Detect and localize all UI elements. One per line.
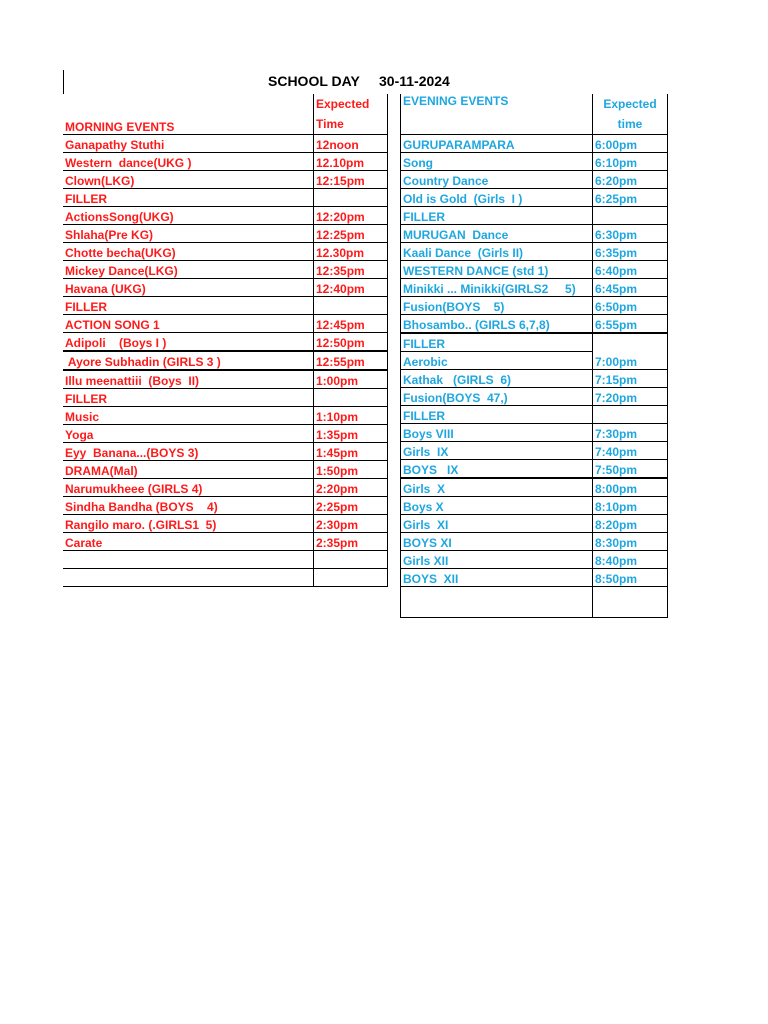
morning-event-name: [63, 569, 314, 587]
morning-event-row: [63, 389, 388, 407]
evening-event-name: Minikki ... Minikki(GIRLS2 5): [401, 279, 593, 297]
morning-event-row: [63, 533, 388, 551]
evening-event-name: Girls XI: [401, 515, 593, 533]
morning-event-time: 2:25pm: [314, 497, 388, 515]
evening-header-row: [401, 94, 668, 135]
evening-event-time: 7:20pm: [593, 388, 668, 406]
morning-event-time: [314, 389, 388, 407]
morning-event-name: Havana (UKG): [63, 279, 314, 297]
evening-event-name: WESTERN DANCE (std 1): [401, 261, 593, 279]
morning-event-time: 2:30pm: [314, 515, 388, 533]
morning-event-time: 2:35pm: [314, 533, 388, 551]
evening-event-row: [401, 551, 668, 569]
evening-event-row: [401, 279, 668, 297]
morning-event-row: [63, 297, 388, 315]
evening-event-row: [401, 406, 668, 424]
morning-event-row: [63, 279, 388, 297]
left-border-line: [63, 70, 64, 94]
morning-event-time: 12.10pm: [314, 153, 388, 171]
morning-event-row: [63, 461, 388, 479]
morning-events-table: [63, 94, 388, 587]
morning-event-row: [63, 515, 388, 533]
evening-event-row: [401, 569, 668, 587]
evening-event-row: [401, 207, 668, 225]
evening-event-row: [401, 587, 668, 618]
evening-event-time: 6:35pm: [593, 243, 668, 261]
evening-event-time: [593, 333, 668, 352]
evening-event-time: 6:25pm: [593, 189, 668, 207]
morning-event-time: 2:20pm: [314, 479, 388, 497]
evening-event-name: Girls XII: [401, 551, 593, 569]
morning-events-heading: MORNING EVENTS: [63, 94, 314, 135]
morning-event-name: DRAMA(Mal): [63, 461, 314, 479]
morning-event-row: [63, 243, 388, 261]
evening-event-name: MURUGAN Dance: [401, 225, 593, 243]
morning-event-row: [63, 479, 388, 497]
evening-event-row: [401, 261, 668, 279]
evening-event-time: 8:10pm: [593, 497, 668, 515]
morning-event-time: 12:40pm: [314, 279, 388, 297]
morning-event-name: Carate: [63, 533, 314, 551]
morning-event-time: 1:00pm: [314, 370, 388, 389]
morning-event-name: Ganapathy Stuthi: [63, 135, 314, 153]
evening-event-row: [401, 352, 668, 370]
page-title: SCHOOL DAY 30-11-2024: [268, 73, 450, 89]
morning-event-name: Mickey Dance(LKG): [63, 261, 314, 279]
morning-event-name: Ayore Subhadin (GIRLS 3 ): [63, 351, 314, 370]
morning-event-time: 12.30pm: [314, 243, 388, 261]
evening-event-time: 6:20pm: [593, 171, 668, 189]
evening-event-name: FILLER: [401, 207, 593, 225]
evening-event-row: [401, 225, 668, 243]
evening-event-name: Old is Gold (Girls I ): [401, 189, 593, 207]
morning-event-row: [63, 351, 388, 370]
morning-event-name: Western dance(UKG ): [63, 153, 314, 171]
evening-event-time: [593, 207, 668, 225]
evening-event-row: [401, 370, 668, 388]
evening-event-name: Aerobic: [401, 352, 593, 370]
evening-event-row: [401, 533, 668, 551]
evening-event-time: 7:30pm: [593, 424, 668, 442]
morning-expected-time-heading: Expected Time: [314, 94, 388, 135]
morning-event-time: [314, 189, 388, 207]
evening-event-time: 6:30pm: [593, 225, 668, 243]
evening-event-row: [401, 153, 668, 171]
morning-event-name: FILLER: [63, 189, 314, 207]
evening-event-time: 8:20pm: [593, 515, 668, 533]
evening-event-name: Country Dance: [401, 171, 593, 189]
evening-event-name: Girls IX: [401, 442, 593, 460]
morning-event-row: [63, 207, 388, 225]
morning-event-name: ACTION SONG 1: [63, 315, 314, 333]
morning-event-time: 12:25pm: [314, 225, 388, 243]
evening-expected-time-heading: Expected time: [593, 94, 668, 135]
evening-event-row: [401, 297, 668, 315]
evening-events-heading: EVENING EVENTS: [401, 94, 593, 135]
morning-event-time: 12:35pm: [314, 261, 388, 279]
evening-event-row: [401, 333, 668, 352]
evening-event-time: 6:10pm: [593, 153, 668, 171]
morning-event-row: [63, 189, 388, 207]
morning-event-row: [63, 171, 388, 189]
morning-event-row: [63, 225, 388, 243]
morning-event-time: 12:20pm: [314, 207, 388, 225]
evening-event-name: Song: [401, 153, 593, 171]
evening-event-time: 8:00pm: [593, 478, 668, 497]
morning-event-time: [314, 297, 388, 315]
morning-event-row: [63, 551, 388, 569]
morning-event-time: 1:45pm: [314, 443, 388, 461]
morning-header-row: [63, 94, 388, 135]
evening-event-name: Fusion(BOYS 47,): [401, 388, 593, 406]
evening-event-name: FILLER: [401, 406, 593, 424]
morning-event-row: [63, 425, 388, 443]
morning-event-time: 12:45pm: [314, 315, 388, 333]
evening-event-time: 8:30pm: [593, 533, 668, 551]
morning-event-name: Music: [63, 407, 314, 425]
evening-event-name: Boys VIII: [401, 424, 593, 442]
evening-events-table: [400, 94, 668, 618]
evening-event-name: GURUPARAMPARA: [401, 135, 593, 153]
morning-event-name: Shlaha(Pre KG): [63, 225, 314, 243]
evening-event-time: 6:00pm: [593, 135, 668, 153]
morning-event-name: Chotte becha(UKG): [63, 243, 314, 261]
morning-event-time: 12:50pm: [314, 333, 388, 352]
evening-event-row: [401, 460, 668, 479]
morning-event-time: 12:15pm: [314, 171, 388, 189]
morning-event-time: [314, 569, 388, 587]
morning-event-time: 1:10pm: [314, 407, 388, 425]
evening-event-time: 6:55pm: [593, 315, 668, 334]
evening-event-row: [401, 442, 668, 460]
morning-event-row: [63, 407, 388, 425]
morning-event-row: [63, 153, 388, 171]
evening-event-name: BOYS XII: [401, 569, 593, 587]
morning-event-time: 12:55pm: [314, 351, 388, 370]
morning-event-name: Rangilo maro. (.GIRLS1 5): [63, 515, 314, 533]
morning-event-name: Illu meenattiii (Boys II): [63, 370, 314, 389]
evening-event-row: [401, 243, 668, 261]
morning-event-name: Yoga: [63, 425, 314, 443]
morning-event-row: [63, 497, 388, 515]
morning-event-row: [63, 333, 388, 352]
morning-event-name: Narumukheee (GIRLS 4): [63, 479, 314, 497]
evening-event-row: [401, 497, 668, 515]
morning-event-row: [63, 443, 388, 461]
evening-event-time: 7:15pm: [593, 370, 668, 388]
evening-event-name: Boys X: [401, 497, 593, 515]
evening-event-time: 6:40pm: [593, 261, 668, 279]
evening-event-name: Kathak (GIRLS 6): [401, 370, 593, 388]
morning-event-row: [63, 315, 388, 333]
evening-event-time: [593, 587, 668, 618]
evening-event-name: Bhosambo.. (GIRLS 6,7,8): [401, 315, 593, 334]
evening-event-time: 7:00pm: [593, 352, 668, 370]
morning-event-name: Clown(LKG): [63, 171, 314, 189]
morning-event-name: Eyy Banana...(BOYS 3): [63, 443, 314, 461]
evening-event-name: Kaali Dance (Girls II): [401, 243, 593, 261]
evening-event-row: [401, 388, 668, 406]
morning-event-name: FILLER: [63, 297, 314, 315]
evening-event-row: [401, 171, 668, 189]
evening-event-time: 6:50pm: [593, 297, 668, 315]
morning-event-time: 1:35pm: [314, 425, 388, 443]
evening-event-row: [401, 478, 668, 497]
evening-event-name: FILLER: [401, 333, 593, 352]
morning-event-time: [314, 551, 388, 569]
evening-event-row: [401, 515, 668, 533]
evening-event-name: BOYS XI: [401, 533, 593, 551]
morning-event-name: Sindha Bandha (BOYS 4): [63, 497, 314, 515]
morning-event-name: FILLER: [63, 389, 314, 407]
morning-event-row: [63, 261, 388, 279]
evening-event-time: [593, 406, 668, 424]
evening-event-time: 6:45pm: [593, 279, 668, 297]
morning-event-name: ActionsSong(UKG): [63, 207, 314, 225]
evening-event-name: Girls X: [401, 478, 593, 497]
evening-event-row: [401, 135, 668, 153]
evening-event-name: [401, 587, 593, 618]
morning-event-name: [63, 551, 314, 569]
evening-event-row: [401, 189, 668, 207]
evening-event-row: [401, 424, 668, 442]
morning-event-time: 12noon: [314, 135, 388, 153]
evening-event-time: 8:40pm: [593, 551, 668, 569]
evening-event-name: BOYS IX: [401, 460, 593, 479]
evening-event-time: 7:50pm: [593, 460, 668, 479]
evening-event-row: [401, 315, 668, 334]
evening-event-time: 7:40pm: [593, 442, 668, 460]
morning-event-row: [63, 569, 388, 587]
evening-event-name: Fusion(BOYS 5): [401, 297, 593, 315]
morning-event-name: Adipoli (Boys I ): [63, 333, 314, 352]
morning-event-time: 1:50pm: [314, 461, 388, 479]
evening-event-time: 8:50pm: [593, 569, 668, 587]
morning-event-row: [63, 135, 388, 153]
morning-event-row: [63, 370, 388, 389]
